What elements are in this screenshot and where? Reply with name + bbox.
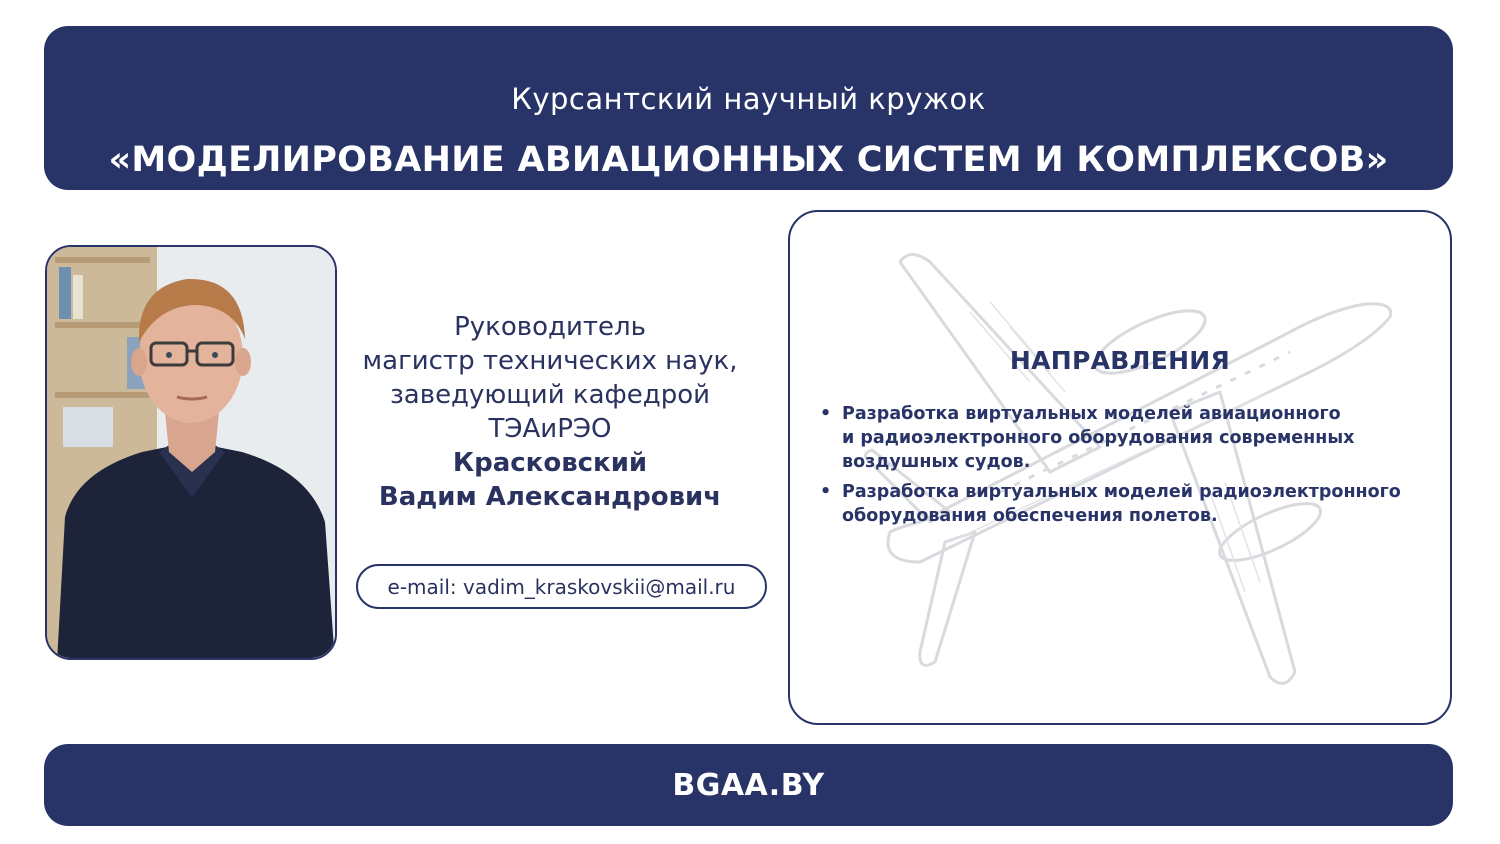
leader-degree: магистр технических наук,: [362, 346, 738, 376]
bullet-icon: •: [820, 404, 832, 424]
leader-department: ТЭАиРЭО: [488, 414, 612, 444]
directions-list: [820, 402, 1440, 534]
list-item: [820, 402, 1440, 474]
leader-surname: Красковский: [452, 448, 648, 478]
list-item: [820, 480, 1440, 528]
bullet-icon: •: [820, 482, 832, 502]
directions-panel: [788, 210, 1452, 725]
direction-line: Разработка виртуальных моделей авиационного: [842, 404, 1341, 424]
direction-line: и радиоэлектронного оборудования современных: [842, 428, 1355, 448]
direction-line: Разработка виртуальных моделей радиоэлектронного: [842, 482, 1401, 502]
email-contact[interactable]: e-mail: vadim_kraskovskii@mail.ru: [356, 564, 767, 609]
header-banner: [44, 26, 1453, 190]
leader-role: Руководитель: [454, 312, 646, 342]
direction-line: оборудования обеспечения полетов.: [842, 506, 1218, 526]
footer-banner: [44, 744, 1453, 826]
leader-photo: [45, 245, 337, 660]
club-title: «МОДЕЛИРОВАНИЕ АВИАЦИОННЫХ СИСТЕМ И КОМПЛЕКСОВ»: [108, 140, 1389, 180]
direction-line: воздушных судов.: [842, 452, 1031, 472]
leader-info: [350, 310, 750, 514]
club-subtitle: Курсантский научный кружок: [511, 82, 986, 116]
site-link[interactable]: BGAA.BY: [672, 767, 825, 803]
directions-heading: НАПРАВЛЕНИЯ: [1009, 346, 1231, 375]
leader-position: заведующий кафедрой: [389, 380, 711, 410]
leader-given-names: Вадим Александрович: [378, 482, 722, 512]
